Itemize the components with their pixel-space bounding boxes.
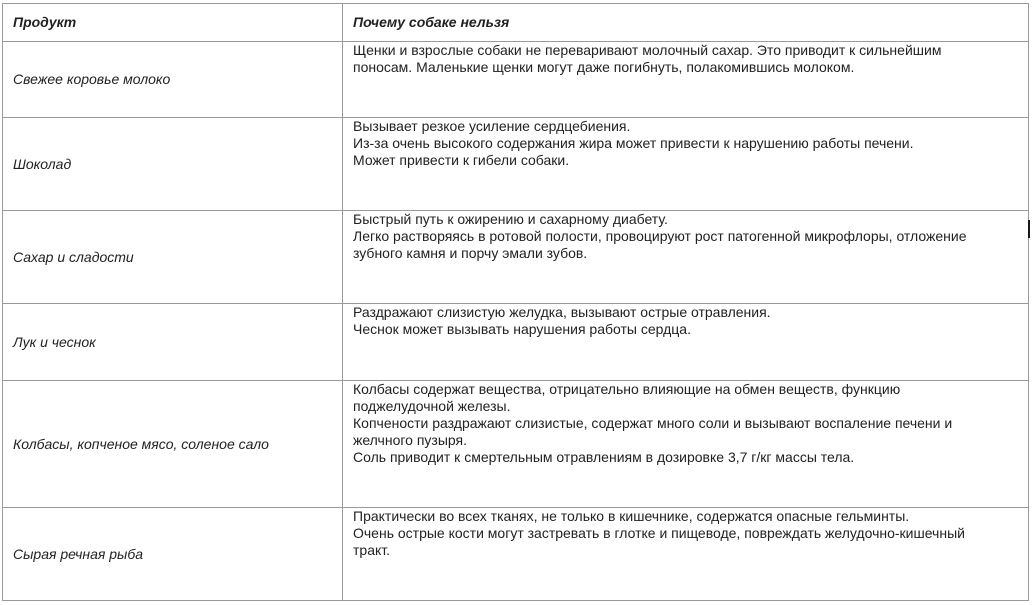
table-row (3, 118, 1029, 211)
reason-line: Быстрый путь к ожирению и сахарному диабету. (353, 211, 668, 227)
table-row (3, 42, 1029, 118)
product-cell: Шоколад (3, 118, 343, 211)
product-cell: Сырая речная рыба (3, 508, 343, 601)
product-cell: Свежее коровье молоко (3, 42, 343, 118)
reason-cell (343, 508, 1029, 601)
reason-line: Чеснок может вызывать нарушения работы сердца. (353, 321, 691, 337)
reason-cell (343, 42, 1029, 118)
reason-line: Может привести к гибели собаки. (353, 152, 570, 168)
reason-line: Раздражают слизистую желудка, вызывают острые отравления. (353, 304, 771, 320)
reason-line: Соль приводит к смертельным отравлениям в дозировке 3,7 г/кг массы тела. (353, 449, 855, 465)
product-cell: Колбасы, копченое мясо, соленое сало (3, 381, 343, 508)
reason-line: Легко растворяясь в ротовой полости, провоцируют рост патогенной микрофлоры, отложение (353, 228, 967, 244)
reason-line: Из-за очень высокого содержания жира может привести к нарушению работы печени. (353, 135, 914, 151)
reason-line: зубного камня и порчу эмали зубов. (353, 245, 588, 261)
reason-cell (343, 381, 1029, 508)
reason-line: поджелудочной железы. (353, 398, 511, 414)
reason-line: желчного пузыря. (353, 432, 467, 448)
reason-cell (343, 304, 1029, 381)
reason-line: Очень острые кости могут застревать в глотке и пищеводе, повреждать желудочно-кишечный (353, 525, 965, 541)
reason-cell (343, 118, 1029, 211)
reason-line: Щенки и взрослые собаки не переваривают молочный сахар. Это приводит к сильнейшим (353, 42, 942, 58)
header-reason: Почему собаке нельзя (343, 4, 1029, 42)
reason-line: Копчености раздражают слизистые, содержат много соли и вызывают воспаление печени и (353, 415, 953, 431)
table-row (3, 211, 1029, 304)
table-row (3, 381, 1029, 508)
header-product: Продукт (3, 4, 343, 42)
product-cell: Лук и чеснок (3, 304, 343, 381)
reason-line: Вызывает резкое усиление сердцебиения. (353, 118, 631, 134)
product-cell: Сахар и сладости (3, 211, 343, 304)
table-row (3, 304, 1029, 381)
table-row (3, 508, 1029, 601)
table-header-row (3, 4, 1029, 42)
reason-line: тракт. (353, 542, 391, 558)
reason-line: поносам. Маленькие щенки могут даже погибнуть, полакомившись молоком. (353, 59, 855, 75)
text-cursor-icon (1028, 220, 1030, 238)
reason-cell (343, 211, 1029, 304)
reason-line: Колбасы содержат вещества, отрицательно влияющие на обмен веществ, функцию (353, 381, 901, 397)
forbidden-foods-table (2, 3, 1029, 601)
reason-line: Практически во всех тканях, не только в кишечнике, содержатся опасные гельминты. (353, 508, 910, 524)
